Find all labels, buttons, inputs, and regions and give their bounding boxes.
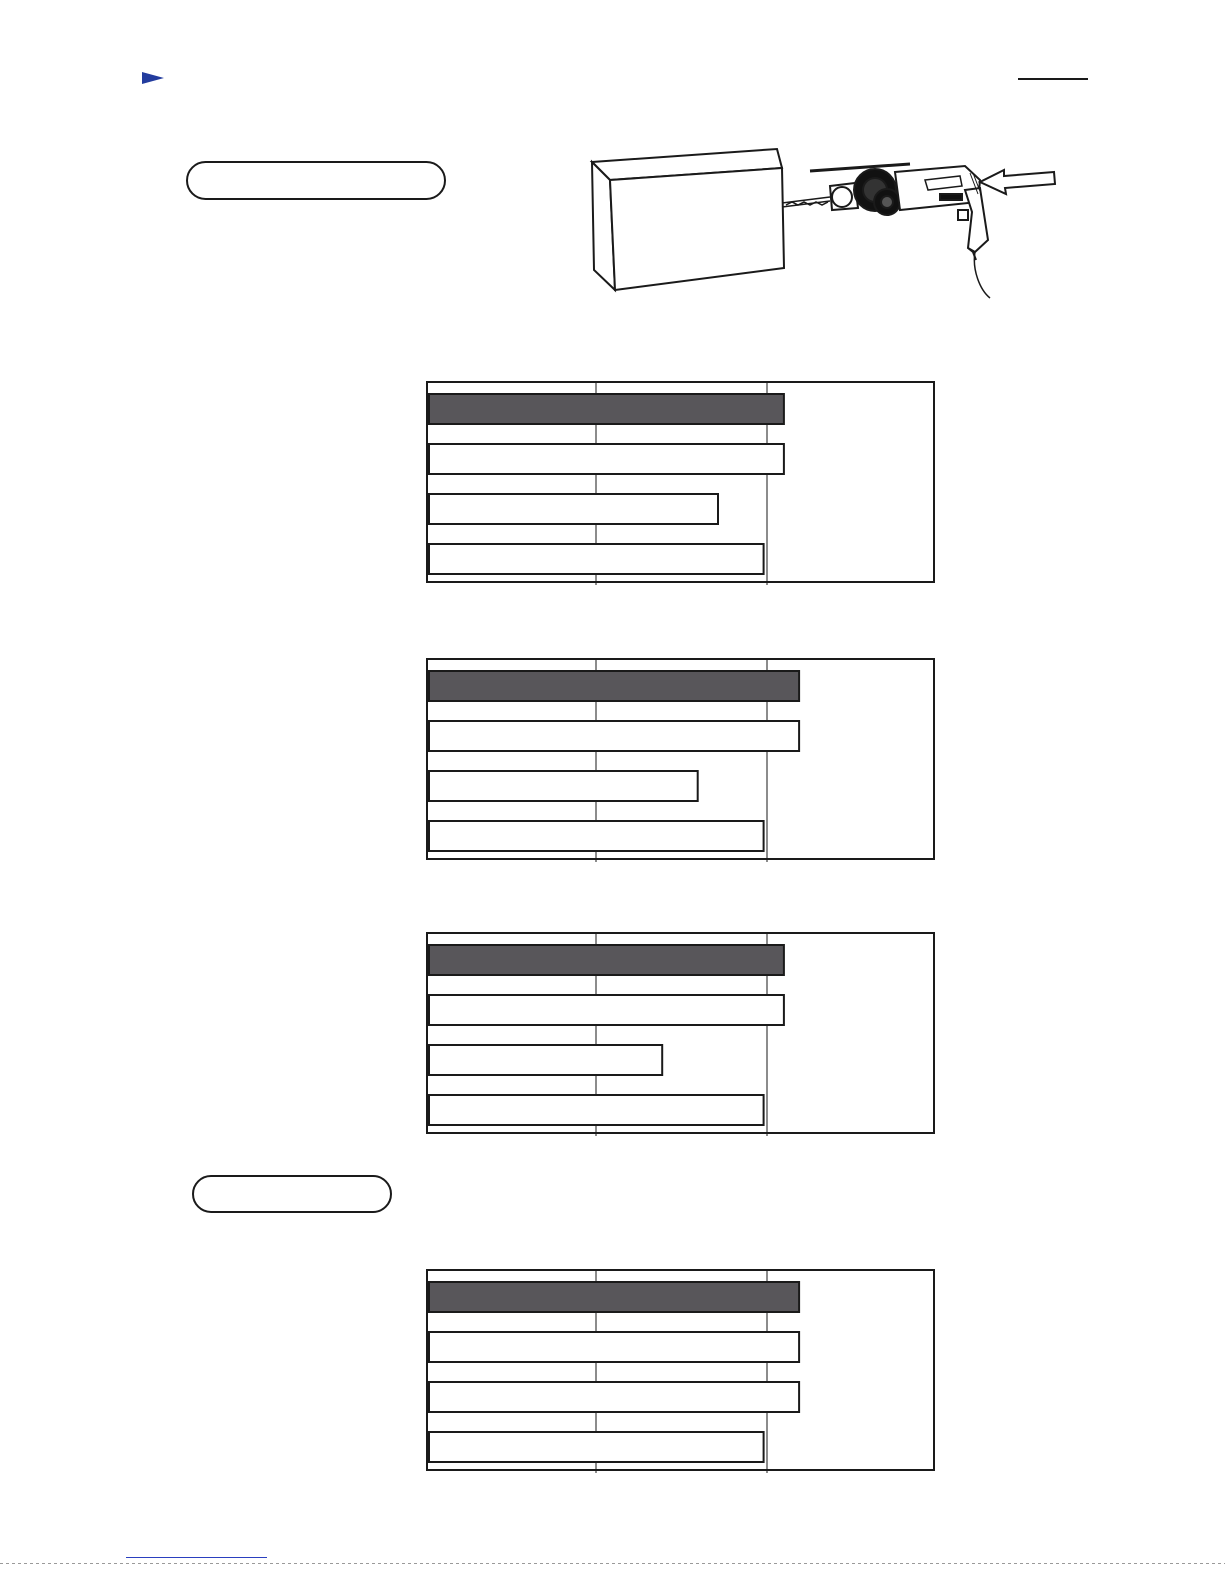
bar-3: [429, 1045, 662, 1075]
bar-3: [429, 494, 718, 524]
bar-chart-4: [426, 1269, 935, 1471]
bar-chart-2: [426, 658, 935, 860]
bar-1: [429, 671, 799, 701]
bar-2: [429, 995, 784, 1025]
bar-chart-3: [426, 932, 935, 1134]
bar-1: [429, 394, 784, 424]
hammer-drill-icon: [810, 164, 990, 298]
bar-2: [429, 721, 799, 751]
footer-dotted-rule: [0, 1563, 1225, 1564]
triangle-play-icon: [140, 70, 166, 86]
footer-link-underline[interactable]: [126, 1557, 267, 1558]
bar-1: [429, 945, 784, 975]
hammer-drill-illustration: [580, 140, 1060, 315]
drill-bit-icon: [782, 197, 830, 207]
bar-2: [429, 1332, 799, 1362]
bar-4: [429, 1432, 764, 1462]
bar-4: [429, 1095, 764, 1125]
bar-3: [429, 771, 698, 801]
section-label-pill-1: [186, 161, 446, 200]
bar-1: [429, 1282, 799, 1312]
bar-4: [429, 544, 764, 574]
bar-4: [429, 821, 764, 851]
concrete-block: [592, 149, 784, 290]
bar-3: [429, 1382, 799, 1412]
bar-chart-1: [426, 381, 935, 583]
page-number-rule: [1018, 78, 1088, 80]
section-label-pill-2: [192, 1175, 392, 1213]
bar-2: [429, 444, 784, 474]
push-direction-arrow-icon: [980, 170, 1055, 194]
